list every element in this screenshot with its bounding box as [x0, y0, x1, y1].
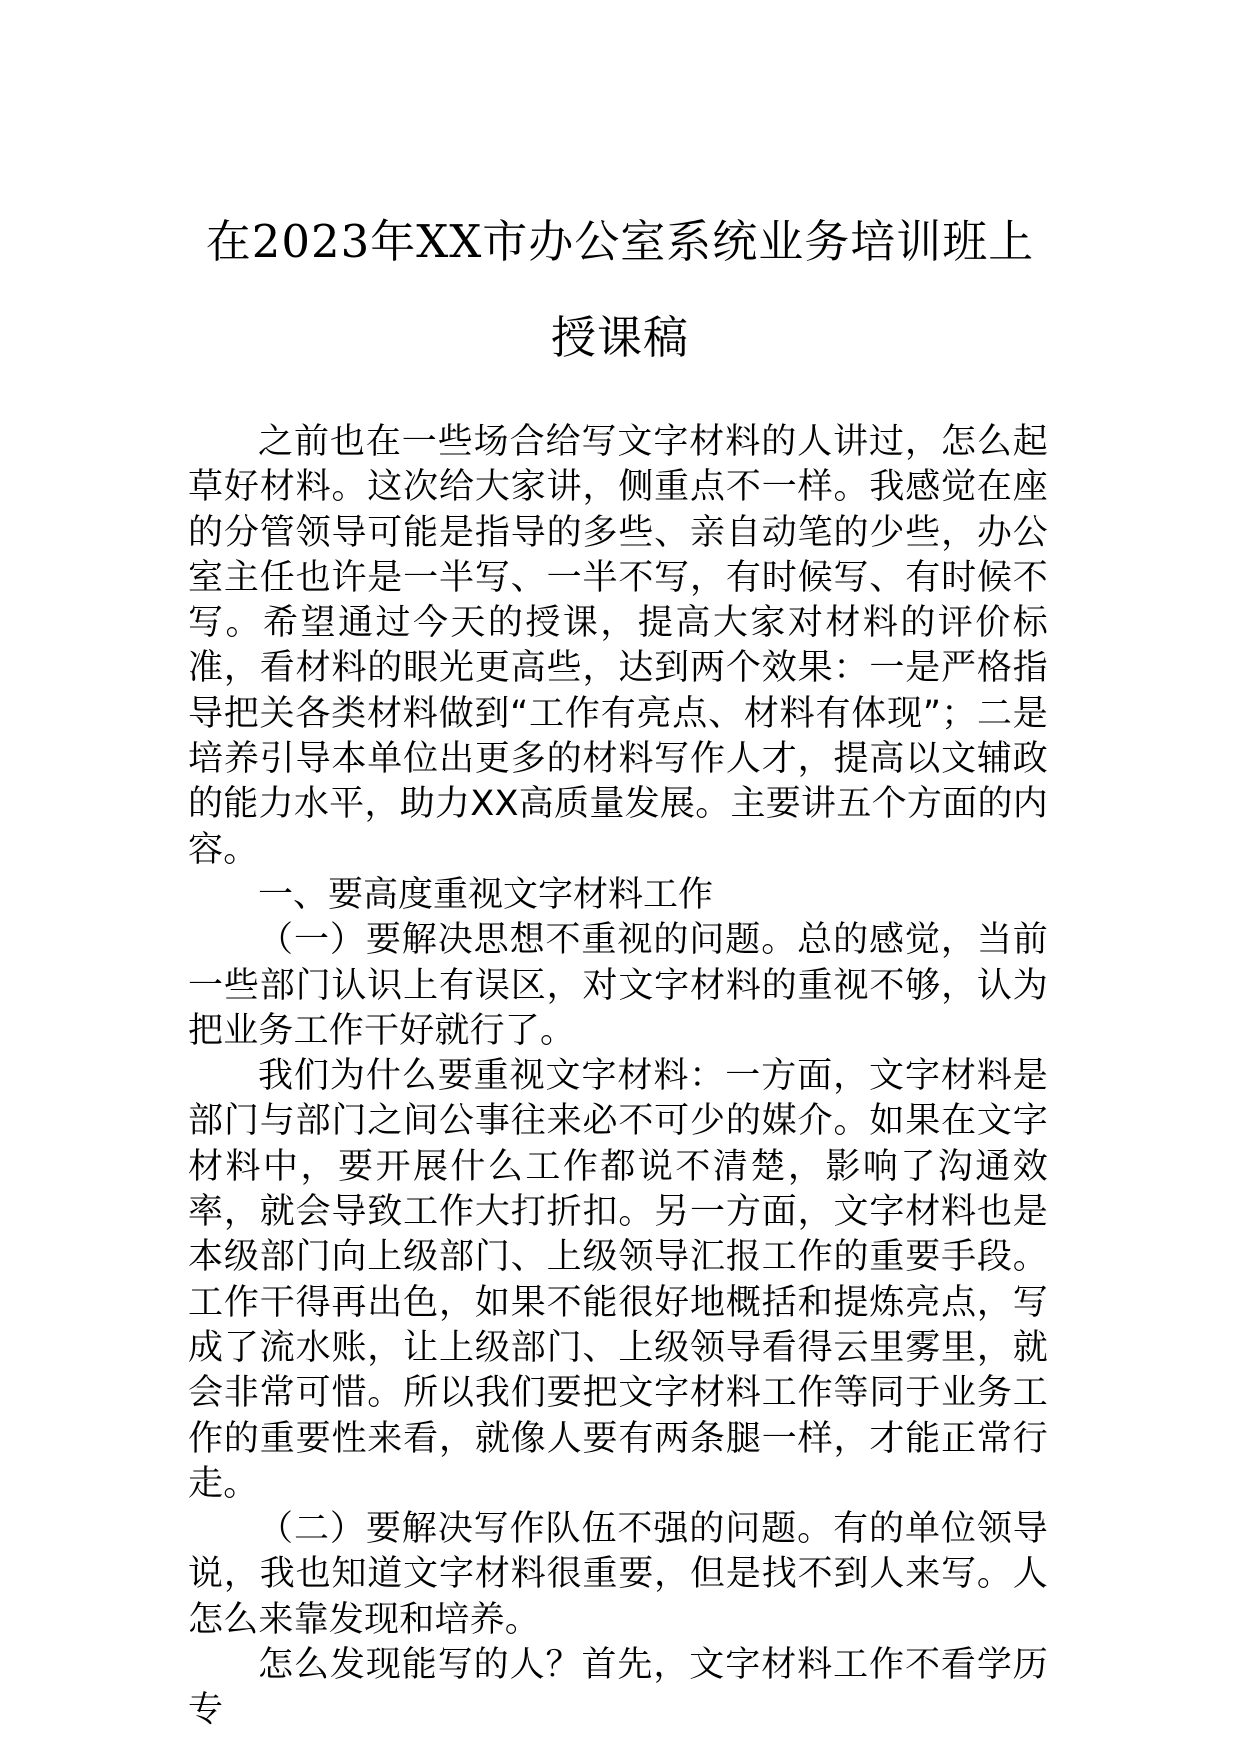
document-title-line-2: 授课稿 [550, 311, 689, 364]
paragraph-subsection-1: （一）要解决思想不重视的问题。总的感觉，当前一些部门认识上有误区，对文字材料的重视不够，认为把业务工作干好就行了。 [188, 920, 1048, 1051]
document-body [188, 420, 1048, 1734]
section-heading-1: 一、要高度重视文字材料工作 [258, 874, 714, 915]
paragraph-how-to-find: 怎么发现能写的人？首先，文字材料工作不看学历专 [188, 1645, 1048, 1731]
paragraph-intro: 之前也在一些场合给写文字材料的人讲过，怎么起草好材料。这次给大家讲，侧重点不一样。我感觉在座的分管领导可能是指导的多些、亲自动笔的少些，办公室主任也许是一半写、一半不写，有时候写、有时候不写。希望通过今天的授课，提高大家对材料的评价标准，看材料的眼光更高些，达到两个效果：一是严格指导把关各类材料做到“工作有亮点、材料有体现”；二是培养引导本单位出更多的材料写作人才，提高以文辅政的能力水平，助力XX高质量发展。主要讲五个方面的内容。 [188, 422, 1048, 870]
paragraph-why-important: 我们为什么要重视文字材料：一方面，文字材料是部门与部门之间公事往来必不可少的媒介。如果在文字材料中，要开展什么工作都说不清楚，影响了沟通效率，就会导致工作大打折扣。另一方面，文字材料也是本级部门向上级部门、上级领导汇报工作的重要手段。工作干得再出色，如果不能很好地概括和提炼亮点，写成了流水账，让上级部门、上级领导看得云里雾里，就会非常可惜。所以我们要把文字材料工作等同于业务工作的重要性来看，就像人要有两条腿一样，才能正常行走。 [188, 1056, 1048, 1504]
document-title-line-1: 在2023年XX市办公室系统业务培训班上 [205, 215, 1035, 268]
paragraph-subsection-2: （二）要解决写作队伍不强的问题。有的单位领导说，我也知道文字材料很重要，但是找不到人来写。人怎么来靠发现和培养。 [188, 1509, 1048, 1640]
